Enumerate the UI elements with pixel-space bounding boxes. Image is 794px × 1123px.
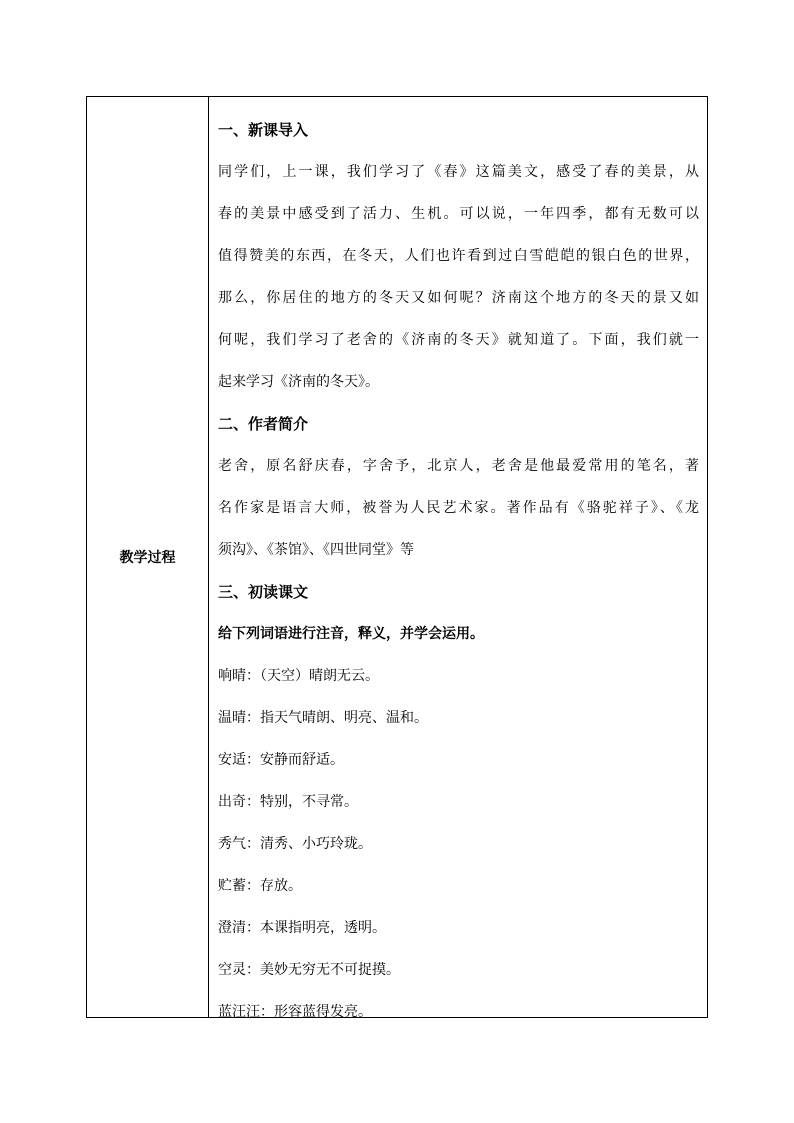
section-heading-author: 二、作者简介 (218, 415, 309, 433)
content-cell (209, 97, 707, 1020)
vocab-item: 蓝汪汪：形容蓝得发亮。 (218, 1004, 372, 1020)
vocab-item: 澄清：本课指明亮，透明。 (218, 920, 386, 936)
section-heading-intro: 一、新课导入 (218, 121, 309, 139)
vocab-item: 出奇：特别，不寻常。 (218, 794, 358, 810)
vocab-item: 温晴：指天气晴朗、明亮、温和。 (218, 710, 428, 726)
intro-line: 春的美景中感受到了活力、生机。可以说，一年四季，都有无数可以 (218, 206, 699, 222)
intro-line: 值得赞美的东西，在冬天，人们也许看到过白雪皑皑的银白色的世界， (218, 248, 699, 264)
vocab-item: 空灵：美妙无穷无不可捉摸。 (218, 962, 400, 978)
vocab-item: 安适：安静而舒适。 (218, 752, 344, 768)
author-line: 须沟》、《茶馆》、《四世同堂》等 (218, 542, 414, 558)
intro-line: 何呢，我们学习了老舍的《济南的冬天》就知道了。下面，我们就一 (218, 332, 699, 348)
intro-line: 起来学习《济南的冬天》。 (218, 374, 379, 390)
author-line: 老舍，原名舒庆春，字舍予，北京人，老舍是他最爱常用的笔名，著 (218, 458, 699, 474)
section-heading-reading: 三、初读课文 (218, 583, 309, 601)
row-label: 教学过程 (119, 550, 176, 566)
vocab-item: 响晴：（天空）晴朗无云。 (218, 668, 379, 684)
intro-line: 同学们，上一课，我们学习了《春》这篇美文，感受了春的美景，从 (218, 164, 699, 180)
vocab-item: 贮蓄：存放。 (218, 878, 302, 894)
row-label-cell (87, 97, 209, 1017)
intro-line: 那么，你居住的地方的冬天又如何呢？济南这个地方的冬天的景又如 (218, 290, 699, 306)
vocab-item: 秀气：清秀、小巧玲珑。 (218, 836, 372, 852)
lesson-plan-table (86, 96, 708, 1018)
author-line: 名作家是语言大师，被誉为人民艺术家。著作品有《骆驼祥子》、《龙 (218, 500, 699, 516)
task-instruction: 给下列词语进行注音，释义，并学会运用。 (218, 626, 484, 642)
